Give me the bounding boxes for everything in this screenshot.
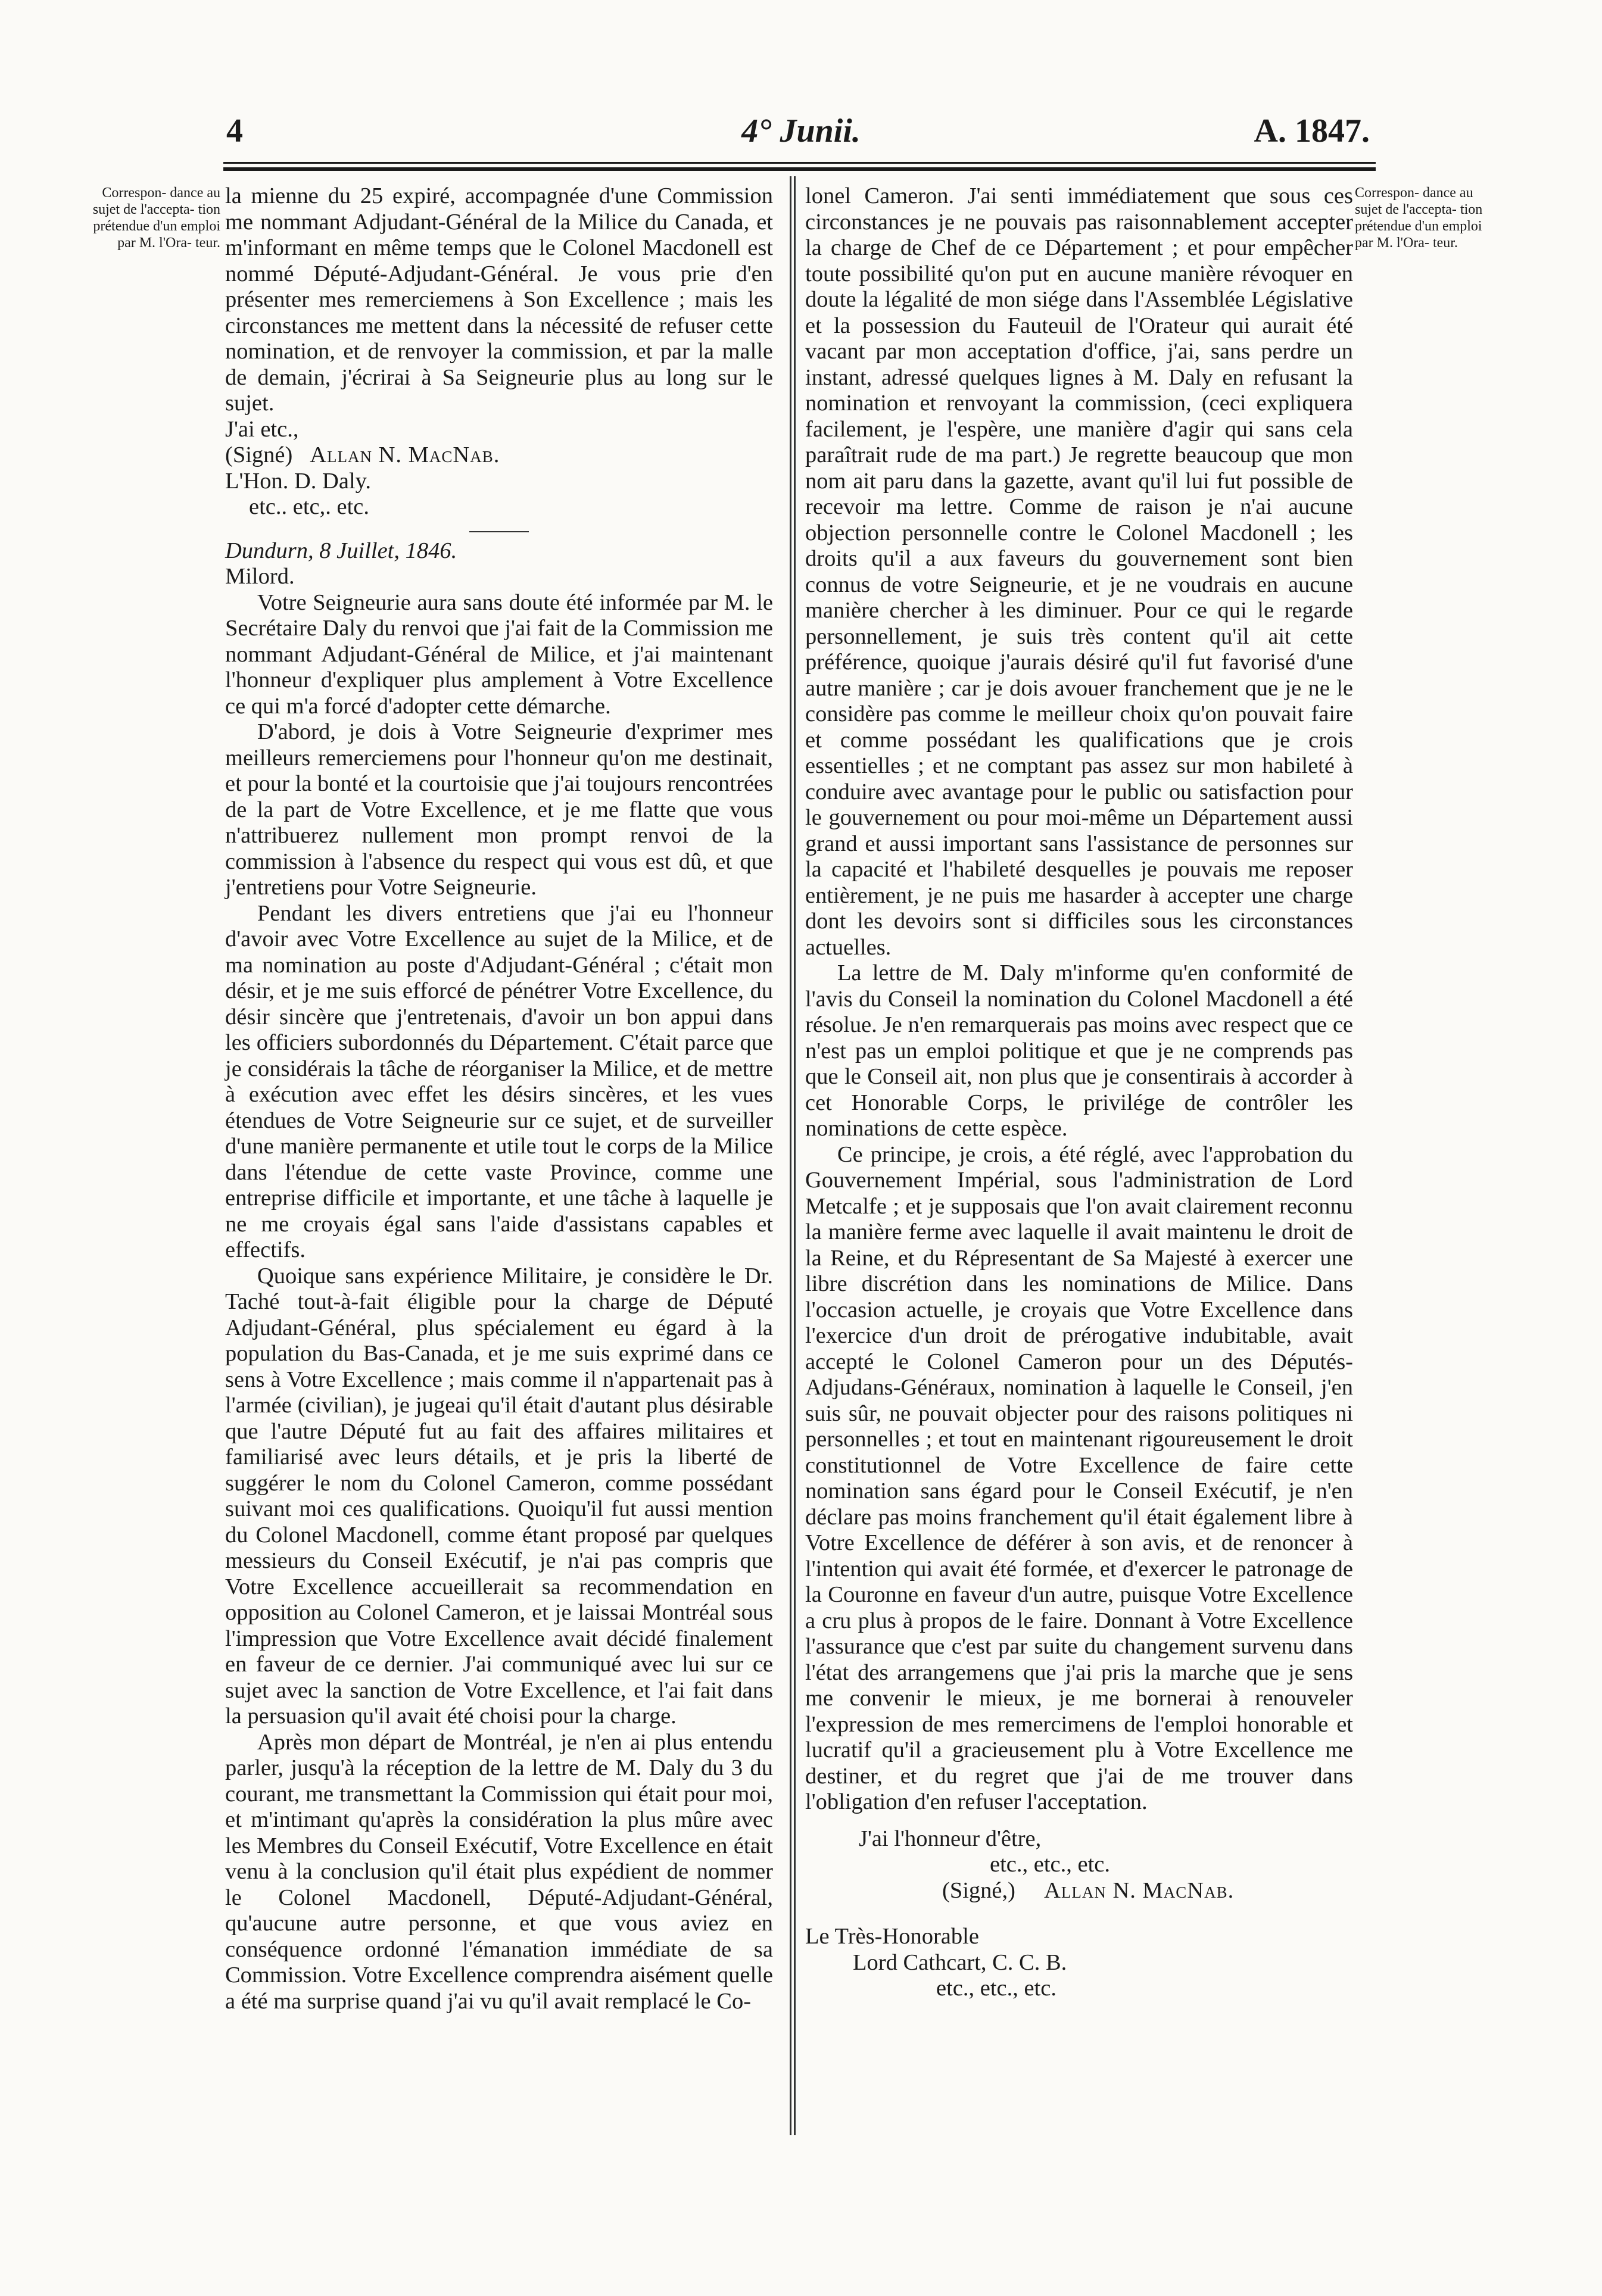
signature-1-signed: (Signé) [225, 442, 293, 467]
section-divider [469, 531, 529, 532]
signature-1 [225, 442, 773, 469]
running-year: A. 1847. [1254, 113, 1370, 149]
addressee-2-line-2: Lord Cathcart, C. C. B. [853, 1949, 1067, 1975]
header-rule-thick [223, 167, 1376, 171]
margin-note-right: Correspon- dance au sujet de l'accepta- tion prétendue d'un emploi par M. l'Ora- teur. [1355, 185, 1483, 251]
left-column [225, 183, 773, 2014]
left-paragraph-1: la mienne du 25 expiré, accompagnée d'une Commission me nommant Adjudant-Général de la Milice du Canada, et m'informant en même temps que le Colonel Macdonell est nommé Député-Adjudant-Général. Je vous prie d'en présenter mes remerciemens à Son Excellence ; mais les circonstances me mettent dans la nécessité de refuser cette nomination, et de renvoyer la commission, et par la malle de demain, j'écrirai à Sa Seigneurie plus au long sur le sujet. [225, 183, 773, 416]
spacer [805, 1904, 1353, 1924]
closing-line: J'ai l'honneur d'être, [859, 1826, 1042, 1851]
right-paragraph-1: lonel Cameron. J'ai senti immédiatement que sous ces circonstances je ne pouvais pas raisonnablement accepter la charge de Chef de ce Département ; et pour empêcher toute possibilité qu'on put en aucune manière révoquer en doute la légalité de mon siége dans l'Assemblée Législative et la possession du Fauteuil de l'Orateur qui aurait été vacant par mon acceptation d'office, j'ai, sans perdre un instant, adressé quelques lignes à M. Daly en refusant la nomination et renvoyant la commission, (ceci expliquera facilement, je l'espère, une manière d'agir qui sans cela paraîtrait rude de ma part.) Je regrette beaucoup que mon nom ait paru dans la gazette, avant qu'il lui fut possible de recevoir ma lettre. Comme de raison je n'ai aucune objection personnelle contre le Colonel Macdonell ; les droits qu'il a aux faveurs du gouvernement sont bien connus de votre Seigneurie, et je ne voudrais en aucune manière chercher à les diminuer. Pour ce qui le regarde personnellement, je suis très content qu'il ait cette préférence, quoique j'aurais désiré qu'il fut favorisé d'une autre manière ; car je dois avouer franchement que je ne le considère pas comme le meilleur choix qu'on pouvait faire et comme possédant les qualifications que je crois essentielles ; et ne comptant pas assez sur mon habileté à conduire avec avantage pour le public ou satisfaction pour le gouvernement ou pour moi-même un Département aussi grand et aussi important sans l'assistance de personnes sur la capacité et l'habileté desquelles je pouvais me reposer entièrement, je ne puis me hasarder à accepter une charge dont les devoirs sont si difficiles sous les circonstances actuelles. [805, 183, 1353, 960]
signature-2-name: Allan N. MacNab. [1044, 1877, 1235, 1903]
letter-place-date: Dundurn, 8 Juillet, 1846. [225, 538, 457, 563]
right-paragraph-3: Ce principe, je crois, a été réglé, avec l'approbation du Gouvernement Impérial, sous l'administration de Lord Metcalfe ; et je supposais que l'on avait clairement reconnu la manière ferme avec laquelle il avait maintenu le droit de la Reine, et du Répresentant de Sa Majesté à exercer une libre discrétion dans les nominations de Milice. Dans l'occasion actuelle, je croyais que Votre Excellence dans l'exercice d'un droit de prérogative indubitable, avait accepté le Colonel Cameron pour un des Députés-Adjudans-Généraux, nomination à laquelle le Conseil, j'en suis sûr, ne pouvait objecter pour des raisons politiques ni personnelles ; et tout en maintenant rigoureusement le droit constitutionnel de Votre Excellence de faire cette nomination sans égard pour le Conseil Exécutif, je n'en déclare pas moins franchement qu'il était également libre à Votre Excellence de déférer à son avis, et de renoncer à l'intention qui avait été formée, et d'exercer le patronage de la Couronne en faveur d'un autre, puisque Votre Excellence a cru plus à propos de le faire. Donnant à Votre Excellence l'assurance que c'est par suite du changement survenu dans l'état des arrangemens que j'ai pris la marche que je sens me convenir le mieux, je me bornerai à renouveler l'expression de mes remercimens de l'emploi honorable et lucratif qu'il a gracieusement plu à Votre Excellence me destiner, et du regret que j'ai de me trouver dans l'obligation d'en refuser l'acceptation. [805, 1141, 1353, 1814]
left-paragraph-2: Votre Seigneurie aura sans doute été informée par M. le Secrétaire Daly du renvoi que j'ai fait de la Commission me nommant Adjudant-Général de Milice, et j'ai maintenant l'honneur d'expliquer plus amplement à Votre Excellence ce qui m'a forcé d'adopter cette démarche. [225, 589, 773, 719]
page-number: 4 [226, 113, 243, 149]
addressee-1-name: L'Hon. D. Daly. [225, 468, 372, 494]
addressee-1-etc: etc.. etc,. etc. [249, 494, 369, 519]
right-paragraph-2: La lettre de M. Daly m'informe qu'en conformité de l'avis du Conseil la nomination du Colonel Macdonell a été résolue. Je n'en remarquerais pas moins avec respect que ce n'est pas un emploi politique et que je ne comprends pas que le Conseil ait, non plus que je consentirais à accorder à cet Honorable Corps, le privilége de contrôler les nominations de cette espèce. [805, 960, 1353, 1141]
header-rule-thin [223, 162, 1376, 164]
left-paragraph-4: Pendant les divers entretiens que j'ai eu l'honneur d'avoir avec Votre Excellence au sujet de la Milice, et de ma nomination au poste d'Adjudant-Général ; c'était mon désir, et je me suis efforcé de pénétrer Votre Excellence, du désir sincère que j'entretenais, d'avoir un bon appui dans les officiers subordonnés du Département. C'était parce que je considérais la tâche de réorganiser la Milice, et de mettre à exécution avec effet les désirs sincères, et les vues étendues de Votre Seigneurie sur ce sujet, et de surveiller d'une manière permanente et utile tout le corps de la Milice dans l'étendue de cette vaste Province, comme une entreprise difficile et importante, et une tâche à laquelle je ne me croyais égal sans l'aide d'assistans capables et effectifs. [225, 900, 773, 1262]
column-separator-left-line [790, 176, 791, 2135]
addressee-2-line-3: etc., etc., etc. [936, 1976, 1056, 2001]
signature-1-name: Allan N. MacNab. [310, 442, 500, 467]
closing-etc: etc., etc., etc. [990, 1852, 1110, 1877]
signature-2-signed: (Signé,) [942, 1877, 1015, 1903]
right-column [805, 183, 1353, 2002]
spacer [805, 1815, 1353, 1826]
left-paragraph-5: Quoique sans expérience Militaire, je considère le Dr. Taché tout-à-fait éligible pour la charge de Député Adjudant-Général, plus spécialement eu égard à la population du Bas-Canada, et je me suis exprimé dans ce sens à Votre Excellence ; mais comme il n'appartenait pas à l'armée (civilian), je jugeai qu'il était d'autant plus désirable que l'autre Député fut au fait des affaires militaires et familiarisé avec leurs détails, et je pris la liberté de suggérer le nom du Colonel Cameron, comme possédant suivant moi ces qualifications. Quoiqu'il fut aussi mention du Colonel Macdonell, comme étant proposé par quelques messieurs du Conseil Exécutif, je n'ai pas compris que Votre Excellence accueillerait sa recommendation en opposition au Colonel Cameron, et je laissai Montréal sous l'impression que Votre Excellence avait décidé finalement en faveur de ce dernier. J'ai communiqué avec lui sur ce sujet avec la sanction de Votre Excellence, et l'ai fait dans la persuasion qu'il avait été choisi pour la charge. [225, 1263, 773, 1729]
left-paragraph-6: Après mon départ de Montréal, je n'en ai plus entendu parler, jusqu'à la réception de la lettre de M. Daly du 3 du courant, me transmettant la Commission qui était pour moi, et m'intimant qu'après la considération la plus mûre avec les Membres du Conseil Exécutif, Votre Excellence en était venu à la conclusion qu'il était plus expédient de nommer le Colonel Macdonell, Député-Adjudant-Général, qu'aucune autre personne, et que vous aviez en conséquence ordonné l'émanation immédiate de sa Commission. Votre Excellence comprendra aisément quelle a été ma surprise quand j'ai vu qu'il avait remplacé le Co- [225, 1729, 773, 2014]
signature-1-close: J'ai etc., [225, 416, 299, 442]
left-paragraph-3: D'abord, je dois à Votre Seigneurie d'exprimer mes meilleurs remerciemens pour l'honneur qu'on me destinait, et pour la bonté et la courtoisie que j'ai toujours rencontrées de la part de Votre Excellence, et je me flatte que vous n'attribuerez nullement mon prompt renvoi de la commission à l'absence du respect qui vous est dû, et que j'entretiens pour Votre Seigneurie. [225, 719, 773, 900]
signature-2 [805, 1878, 1353, 1904]
addressee-2-line-1: Le Très-Honorable [805, 1924, 979, 1949]
column-separator-right-line [794, 176, 796, 2135]
letter-salutation: Milord. [225, 564, 295, 589]
margin-note-left: Correspon- dance au sujet de l'accepta- tion prétendue d'un emploi par M. l'Ora- teur. [92, 185, 220, 251]
running-date: 4° Junii. [741, 113, 861, 149]
